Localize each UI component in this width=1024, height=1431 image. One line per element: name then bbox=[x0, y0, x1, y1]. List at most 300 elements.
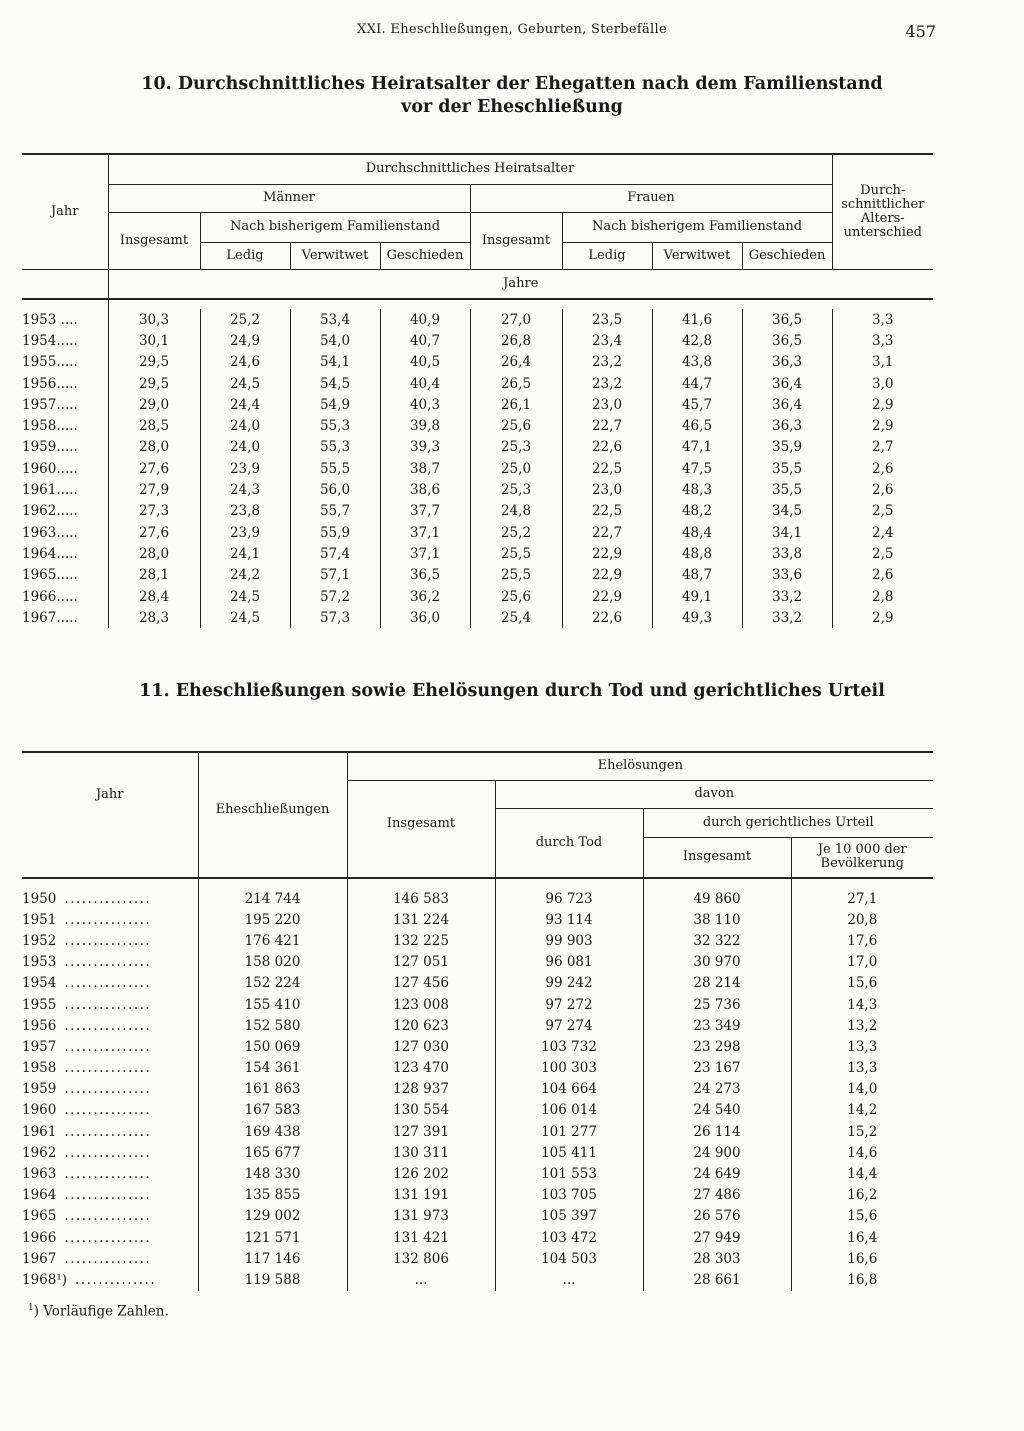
t11-year-label: 1967 bbox=[22, 1250, 57, 1267]
t11-table-row bbox=[22, 1058, 933, 1079]
t11-year-dots: ............... bbox=[64, 1060, 152, 1077]
t11-table-row bbox=[22, 952, 933, 973]
t10-cell-m-ins: 30,3 bbox=[138, 311, 170, 328]
t11-cell-death: 97 274 bbox=[495, 1015, 643, 1036]
t11-cell-death: 105 411 bbox=[495, 1142, 643, 1163]
t10-cell-diff: 2,4 bbox=[832, 522, 933, 543]
t11-year-dots: ............... bbox=[64, 996, 152, 1013]
table11-title: 11. Eheschließungen sowie Ehelösungen durch Tod und gerichtliches Urteil bbox=[139, 681, 885, 701]
t10-cell-f-ledig: 23,0 bbox=[562, 394, 652, 415]
t11-cell-death: 99 903 bbox=[495, 930, 643, 951]
t11-header-durch-tod: durch Tod bbox=[495, 808, 643, 878]
t11-cell-year bbox=[22, 909, 198, 930]
t11-cell-death: 104 503 bbox=[495, 1248, 643, 1269]
t10-cell-f-verw: 48,7 bbox=[652, 565, 742, 586]
t10-table-row bbox=[22, 586, 933, 607]
t10-cell-m-gesch: 40,9 bbox=[380, 309, 470, 330]
t11-year-label: 1960 bbox=[22, 1102, 57, 1119]
t10-cell-f-ins: 27,0 bbox=[470, 309, 562, 330]
t11-cell-marriages: 155 410 bbox=[198, 994, 347, 1015]
t10-cell-f-gesch: 33,6 bbox=[742, 565, 832, 586]
t11-cell-court: 24 649 bbox=[643, 1163, 791, 1184]
t10-cell-f-ledig: 23,0 bbox=[562, 479, 652, 500]
t10-cell-m-gesch: 39,8 bbox=[380, 415, 470, 436]
t10-cell-diff: 3,1 bbox=[832, 352, 933, 373]
t11-cell-court: 23 167 bbox=[643, 1058, 791, 1079]
t10-cell-diff: 2,9 bbox=[832, 415, 933, 436]
t10-cell-m-verw: 55,9 bbox=[290, 522, 380, 543]
t11-cell-year bbox=[22, 973, 198, 994]
t11-cell-per10k: 13,3 bbox=[791, 1036, 933, 1057]
t11-year-label: 1963 bbox=[22, 1166, 57, 1183]
t10-cell-f-ledig: 22,9 bbox=[562, 586, 652, 607]
t10-cell-f-gesch: 35,5 bbox=[742, 458, 832, 479]
t10-cell-diff: 2,6 bbox=[832, 479, 933, 500]
t11-year-dots: ............... bbox=[64, 932, 152, 949]
t11-cell-total: 131 224 bbox=[347, 909, 495, 930]
t11-cell-year bbox=[22, 1100, 198, 1121]
t11-year-label: 1958 bbox=[22, 1060, 57, 1077]
t10-cell-m-ins: 28,3 bbox=[138, 609, 170, 626]
t11-cell-death: 97 272 bbox=[495, 994, 643, 1015]
table10-title-line1: 10. Durchschnittliches Heiratsalter der Ehegatten nach dem Familienstand bbox=[141, 74, 883, 94]
t10-cell-m-gesch: 36,2 bbox=[380, 586, 470, 607]
t10-cell-m-verw: 55,3 bbox=[290, 437, 380, 458]
t11-cell-year bbox=[22, 930, 198, 951]
t10-cell-year: 1957..... bbox=[22, 394, 108, 415]
t11-cell-marriages: 129 002 bbox=[198, 1206, 347, 1227]
t11-table-row bbox=[22, 973, 933, 994]
t10-table-row bbox=[22, 565, 933, 586]
t11-cell-marriages: 117 146 bbox=[198, 1248, 347, 1269]
t10-cell-f-ledig: 23,2 bbox=[562, 373, 652, 394]
t10-cell-diff: 3,3 bbox=[832, 309, 933, 330]
t10-cell-f-verw: 46,5 bbox=[652, 415, 742, 436]
t10-cell-f-ledig: 22,9 bbox=[562, 543, 652, 564]
t11-cell-total: 132 806 bbox=[347, 1248, 495, 1269]
t11-cell-total: 127 391 bbox=[347, 1121, 495, 1142]
t10-cell-m-gesch: 40,3 bbox=[380, 394, 470, 415]
t11-header-urteil-insgesamt: Insgesamt bbox=[643, 837, 791, 878]
t10-cell-f-verw: 47,1 bbox=[652, 437, 742, 458]
t11-cell-total: 120 623 bbox=[347, 1015, 495, 1036]
t11-table-row bbox=[22, 1079, 933, 1100]
t11-year-label: 1950 bbox=[22, 890, 57, 907]
t10-cell-f-gesch: 34,1 bbox=[742, 522, 832, 543]
t11-cell-total: ... bbox=[347, 1269, 495, 1290]
t11-cell-court: 49 860 bbox=[643, 888, 791, 909]
t11-cell-court: 24 273 bbox=[643, 1079, 791, 1100]
t10-cell-m-verw: 55,7 bbox=[290, 501, 380, 522]
t10-cell-year: 1964..... bbox=[22, 543, 108, 564]
t11-cell-court: 26 114 bbox=[643, 1121, 791, 1142]
t10-cell-year: 1965..... bbox=[22, 565, 108, 586]
t10-header-jahr: Jahr bbox=[22, 154, 108, 269]
t11-table-row bbox=[22, 1269, 933, 1290]
table11 bbox=[22, 751, 933, 1291]
t10-cell-f-verw: 44,7 bbox=[652, 373, 742, 394]
t11-cell-court: 24 900 bbox=[643, 1142, 791, 1163]
t11-cell-year bbox=[22, 1015, 198, 1036]
t10-cell-f-ledig: 22,9 bbox=[562, 565, 652, 586]
t11-cell-marriages: 161 863 bbox=[198, 1079, 347, 1100]
t11-cell-per10k: 15,2 bbox=[791, 1121, 933, 1142]
t11-cell-marriages: 119 588 bbox=[198, 1269, 347, 1290]
t10-cell-f-verw: 48,2 bbox=[652, 501, 742, 522]
t10-table-row bbox=[22, 458, 933, 479]
t11-year-label: 1953 bbox=[22, 954, 57, 971]
t10-cell-m-ins: 27,6 bbox=[138, 524, 170, 541]
t10-table-row bbox=[22, 330, 933, 351]
t10-cell-m-gesch: 38,7 bbox=[380, 458, 470, 479]
t11-cell-marriages: 167 583 bbox=[198, 1100, 347, 1121]
t10-cell-f-ins: 25,6 bbox=[470, 586, 562, 607]
t10-cell-year: 1958..... bbox=[22, 415, 108, 436]
t10-cell-f-verw: 42,8 bbox=[652, 330, 742, 351]
t10-cell-f-verw: 41,6 bbox=[652, 309, 742, 330]
t10-cell-f-verw: 43,8 bbox=[652, 352, 742, 373]
t10-cell-m-ins: 28,4 bbox=[138, 588, 170, 605]
t11-cell-death: 103 732 bbox=[495, 1036, 643, 1057]
t11-cell-per10k: 27,1 bbox=[791, 888, 933, 909]
t11-cell-total: 123 470 bbox=[347, 1058, 495, 1079]
t11-cell-per10k: 15,6 bbox=[791, 1206, 933, 1227]
t10-header-frauen: Frauen bbox=[470, 184, 832, 212]
t10-table-row bbox=[22, 543, 933, 564]
t11-cell-court: 23 298 bbox=[643, 1036, 791, 1057]
t11-cell-total: 127 051 bbox=[347, 952, 495, 973]
t10-cell-m-verw: 57,3 bbox=[290, 607, 380, 628]
t11-cell-year bbox=[22, 952, 198, 973]
t11-cell-year bbox=[22, 1121, 198, 1142]
t11-table-row bbox=[22, 994, 933, 1015]
t11-cell-death: ... bbox=[495, 1269, 643, 1290]
t10-cell-m-gesch: 37,7 bbox=[380, 501, 470, 522]
t11-cell-marriages: 158 020 bbox=[198, 952, 347, 973]
t10-cell-m-ledig: 24,5 bbox=[200, 373, 290, 394]
t10-table-row bbox=[22, 501, 933, 522]
t11-cell-death: 106 014 bbox=[495, 1100, 643, 1121]
t10-cell-m-verw: 54,1 bbox=[290, 352, 380, 373]
t10-header-maenner: Männer bbox=[108, 184, 470, 212]
t11-cell-year bbox=[22, 1185, 198, 1206]
t10-cell-f-verw: 45,7 bbox=[652, 394, 742, 415]
t10-cell-year: 1963..... bbox=[22, 522, 108, 543]
t11-cell-per10k: 13,3 bbox=[791, 1058, 933, 1079]
t11-year-dots: ............... bbox=[64, 1208, 152, 1225]
t10-header-m-ledig: Ledig bbox=[200, 242, 290, 269]
t11-cell-total: 127 030 bbox=[347, 1036, 495, 1057]
t11-cell-total: 130 554 bbox=[347, 1100, 495, 1121]
t10-cell-f-gesch: 36,4 bbox=[742, 373, 832, 394]
t11-cell-total: 130 311 bbox=[347, 1142, 495, 1163]
t10-header-unit: Jahre bbox=[503, 275, 539, 291]
t11-cell-court: 30 970 bbox=[643, 952, 791, 973]
t10-cell-year: 1962..... bbox=[22, 501, 108, 522]
t11-year-label: 1956 bbox=[22, 1017, 57, 1034]
footnote-text: ) Vorläufige Zahlen. bbox=[33, 1303, 169, 1320]
t10-cell-year: 1953 .... bbox=[22, 309, 108, 330]
t10-cell-m-gesch: 36,5 bbox=[380, 565, 470, 586]
t10-cell-f-ins: 24,8 bbox=[470, 501, 562, 522]
t11-cell-marriages: 135 855 bbox=[198, 1185, 347, 1206]
t10-cell-f-ins: 25,2 bbox=[470, 522, 562, 543]
t10-cell-year: 1959..... bbox=[22, 437, 108, 458]
t10-cell-diff: 3,0 bbox=[832, 373, 933, 394]
t11-cell-court: 27 486 bbox=[643, 1185, 791, 1206]
t10-header-f-insgesamt: Insgesamt bbox=[470, 212, 562, 269]
t10-cell-year: 1961..... bbox=[22, 479, 108, 500]
t10-cell-diff: 2,6 bbox=[832, 565, 933, 586]
t11-cell-death: 96 723 bbox=[495, 888, 643, 909]
t11-cell-year bbox=[22, 1269, 198, 1290]
t10-cell-f-gesch: 34,5 bbox=[742, 501, 832, 522]
t11-cell-total: 131 421 bbox=[347, 1227, 495, 1248]
t10-cell-f-gesch: 36,4 bbox=[742, 394, 832, 415]
t10-cell-m-ledig: 24,3 bbox=[200, 479, 290, 500]
t11-year-dots: ............... bbox=[64, 954, 152, 971]
t11-cell-court: 26 576 bbox=[643, 1206, 791, 1227]
t11-table-row bbox=[22, 1142, 933, 1163]
t11-cell-per10k: 16,6 bbox=[791, 1248, 933, 1269]
t11-cell-year bbox=[22, 1142, 198, 1163]
t11-cell-per10k: 13,2 bbox=[791, 1015, 933, 1036]
t10-cell-f-verw: 49,3 bbox=[652, 607, 742, 628]
t11-cell-per10k: 17,6 bbox=[791, 930, 933, 951]
t11-cell-year bbox=[22, 1248, 198, 1269]
t11-table-row bbox=[22, 1100, 933, 1121]
t10-cell-m-verw: 55,5 bbox=[290, 458, 380, 479]
t11-year-label: 1952 bbox=[22, 932, 57, 949]
t11-cell-death: 100 303 bbox=[495, 1058, 643, 1079]
t10-cell-m-ins: 27,6 bbox=[138, 460, 170, 477]
t11-table-row bbox=[22, 1248, 933, 1269]
t10-table-row bbox=[22, 373, 933, 394]
t11-cell-year bbox=[22, 1206, 198, 1227]
t10-cell-f-gesch: 36,3 bbox=[742, 352, 832, 373]
t11-cell-per10k: 16,8 bbox=[791, 1269, 933, 1290]
t10-cell-m-verw: 56,0 bbox=[290, 479, 380, 500]
t11-year-label: 1954 bbox=[22, 975, 57, 992]
t10-cell-f-gesch: 33,8 bbox=[742, 543, 832, 564]
t10-cell-f-ledig: 23,4 bbox=[562, 330, 652, 351]
t11-cell-total: 132 225 bbox=[347, 930, 495, 951]
t11-table-row bbox=[22, 909, 933, 930]
t10-cell-f-ins: 26,1 bbox=[470, 394, 562, 415]
t10-header-m-familienstand: Nach bisherigem Familienstand bbox=[200, 212, 470, 242]
t11-cell-court: 23 349 bbox=[643, 1015, 791, 1036]
t10-cell-m-ledig: 25,2 bbox=[200, 309, 290, 330]
t11-cell-marriages: 169 438 bbox=[198, 1121, 347, 1142]
t10-header-m-insgesamt: Insgesamt bbox=[108, 212, 200, 269]
t11-year-dots: ............... bbox=[64, 1229, 152, 1246]
t10-header-group: Durchschnittliches Heiratsalter bbox=[108, 154, 832, 184]
t10-header-f-verwitwet: Verwitwet bbox=[652, 242, 742, 269]
t10-table-row bbox=[22, 522, 933, 543]
t11-year-label: 1966 bbox=[22, 1229, 57, 1246]
t10-cell-m-ledig: 24,5 bbox=[200, 586, 290, 607]
t11-cell-year bbox=[22, 1036, 198, 1057]
t10-cell-diff: 2,9 bbox=[832, 607, 933, 628]
t11-year-dots: ............... bbox=[64, 1187, 152, 1204]
t10-cell-year: 1956..... bbox=[22, 373, 108, 394]
t10-cell-f-gesch: 35,9 bbox=[742, 437, 832, 458]
t11-cell-year bbox=[22, 994, 198, 1015]
t11-cell-year bbox=[22, 888, 198, 909]
t11-year-label: 1955 bbox=[22, 996, 57, 1013]
t11-table-row bbox=[22, 1121, 933, 1142]
t10-cell-m-ins: 29,0 bbox=[138, 396, 170, 413]
t10-cell-diff: 2,6 bbox=[832, 458, 933, 479]
t11-cell-marriages: 152 580 bbox=[198, 1015, 347, 1036]
t10-cell-m-ledig: 24,9 bbox=[200, 330, 290, 351]
t10-cell-m-ledig: 24,0 bbox=[200, 437, 290, 458]
t10-table-row bbox=[22, 309, 933, 330]
t10-cell-f-ledig: 22,7 bbox=[562, 415, 652, 436]
t11-year-dots: ............... bbox=[64, 1038, 152, 1055]
t10-cell-diff: 2,7 bbox=[832, 437, 933, 458]
t11-cell-total: 127 456 bbox=[347, 973, 495, 994]
t10-cell-m-ins: 28,1 bbox=[138, 567, 170, 584]
t10-cell-m-verw: 57,1 bbox=[290, 565, 380, 586]
t10-cell-m-verw: 54,0 bbox=[290, 330, 380, 351]
t11-cell-death: 105 397 bbox=[495, 1206, 643, 1227]
table10-title bbox=[0, 73, 1024, 119]
t11-cell-per10k: 16,2 bbox=[791, 1185, 933, 1206]
t11-cell-marriages: 154 361 bbox=[198, 1058, 347, 1079]
t10-cell-m-ins: 29,5 bbox=[138, 354, 170, 371]
t11-cell-court: 27 949 bbox=[643, 1227, 791, 1248]
t10-cell-f-ins: 26,5 bbox=[470, 373, 562, 394]
t11-cell-per10k: 14,4 bbox=[791, 1163, 933, 1184]
t11-year-dots: ............... bbox=[64, 1166, 152, 1183]
t10-cell-m-ledig: 24,0 bbox=[200, 415, 290, 436]
t10-header-m-geschieden: Geschieden bbox=[380, 242, 470, 269]
t10-cell-year: 1955..... bbox=[22, 352, 108, 373]
t11-cell-court: 28 661 bbox=[643, 1269, 791, 1290]
t11-cell-year bbox=[22, 1079, 198, 1100]
t10-cell-m-ledig: 24,4 bbox=[200, 394, 290, 415]
footnote bbox=[28, 1303, 169, 1320]
t10-cell-diff: 2,9 bbox=[832, 394, 933, 415]
t10-cell-f-verw: 48,8 bbox=[652, 543, 742, 564]
t10-cell-f-ins: 26,8 bbox=[470, 330, 562, 351]
t10-cell-f-ins: 25,3 bbox=[470, 479, 562, 500]
t10-cell-m-gesch: 37,1 bbox=[380, 543, 470, 564]
t10-cell-year: 1960..... bbox=[22, 458, 108, 479]
t10-cell-m-ins: 27,3 bbox=[138, 503, 170, 520]
t10-cell-m-verw: 57,4 bbox=[290, 543, 380, 564]
t11-cell-death: 104 664 bbox=[495, 1079, 643, 1100]
t11-header-je-10000-line1: Je 10 000 der bbox=[817, 842, 907, 858]
t11-table-row bbox=[22, 1206, 933, 1227]
t11-cell-marriages: 195 220 bbox=[198, 909, 347, 930]
t11-cell-total: 128 937 bbox=[347, 1079, 495, 1100]
t10-cell-f-verw: 49,1 bbox=[652, 586, 742, 607]
t11-cell-court: 28 214 bbox=[643, 973, 791, 994]
t10-cell-f-verw: 48,4 bbox=[652, 522, 742, 543]
t11-year-label: 1961 bbox=[22, 1123, 57, 1140]
t11-table-row bbox=[22, 930, 933, 951]
t11-year-dots: ............... bbox=[64, 1102, 152, 1119]
t11-year-dots: ............... bbox=[64, 1081, 152, 1098]
t10-cell-m-verw: 57,2 bbox=[290, 586, 380, 607]
t11-cell-per10k: 14,2 bbox=[791, 1100, 933, 1121]
running-head: XXI. Eheschließungen, Geburten, Sterbefälle bbox=[357, 22, 667, 37]
t11-year-dots: ............... bbox=[64, 911, 152, 928]
t10-table-row bbox=[22, 607, 933, 628]
t11-cell-per10k: 14,3 bbox=[791, 994, 933, 1015]
t10-cell-f-ledig: 22,6 bbox=[562, 607, 652, 628]
t11-cell-year bbox=[22, 1163, 198, 1184]
t11-header-insgesamt: Insgesamt bbox=[347, 780, 495, 878]
t10-cell-diff: 2,5 bbox=[832, 543, 933, 564]
t11-table-row bbox=[22, 1163, 933, 1184]
t11-year-dots: ............... bbox=[64, 1017, 152, 1034]
t11-cell-marriages: 148 330 bbox=[198, 1163, 347, 1184]
t10-cell-m-ins: 28,0 bbox=[138, 439, 170, 456]
t11-cell-per10k: 15,6 bbox=[791, 973, 933, 994]
t11-cell-marriages: 150 069 bbox=[198, 1036, 347, 1057]
t11-cell-court: 38 110 bbox=[643, 909, 791, 930]
t11-table-row bbox=[22, 1015, 933, 1036]
t10-cell-m-ledig: 24,5 bbox=[200, 607, 290, 628]
t11-cell-marriages: 214 744 bbox=[198, 888, 347, 909]
table10 bbox=[22, 153, 933, 628]
t11-year-label: 1959 bbox=[22, 1081, 57, 1098]
t11-year-label: 1964 bbox=[22, 1187, 57, 1204]
t10-cell-m-ledig: 23,8 bbox=[200, 501, 290, 522]
t11-cell-marriages: 152 224 bbox=[198, 973, 347, 994]
t10-cell-m-ins: 28,5 bbox=[138, 418, 170, 435]
t10-cell-m-ledig: 24,6 bbox=[200, 352, 290, 373]
t10-header-f-ledig: Ledig bbox=[562, 242, 652, 269]
t11-cell-per10k: 14,6 bbox=[791, 1142, 933, 1163]
t10-cell-f-ledig: 22,7 bbox=[562, 522, 652, 543]
t11-cell-per10k: 14,0 bbox=[791, 1079, 933, 1100]
t11-header-je-10000-line2: Bevölkerung bbox=[820, 856, 904, 872]
t10-table-row bbox=[22, 352, 933, 373]
t11-cell-year bbox=[22, 1227, 198, 1248]
t10-cell-year: 1966..... bbox=[22, 586, 108, 607]
t10-cell-f-gesch: 33,2 bbox=[742, 607, 832, 628]
t11-header-durch-urteil: durch gerichtliches Urteil bbox=[643, 808, 933, 837]
t11-cell-total: 131 191 bbox=[347, 1185, 495, 1206]
t11-table-row bbox=[22, 888, 933, 909]
t10-cell-f-ledig: 23,2 bbox=[562, 352, 652, 373]
t10-cell-diff: 2,5 bbox=[832, 501, 933, 522]
t10-cell-m-verw: 53,4 bbox=[290, 309, 380, 330]
t10-cell-f-gesch: 35,5 bbox=[742, 479, 832, 500]
t11-table-row bbox=[22, 1227, 933, 1248]
t10-cell-f-ledig: 22,6 bbox=[562, 437, 652, 458]
t10-cell-f-gesch: 36,5 bbox=[742, 330, 832, 351]
t10-cell-m-ledig: 23,9 bbox=[200, 522, 290, 543]
t11-table-row bbox=[22, 1036, 933, 1057]
t10-cell-f-gesch: 36,3 bbox=[742, 415, 832, 436]
t11-year-dots: ............... bbox=[64, 890, 152, 907]
t11-cell-court: 28 303 bbox=[643, 1248, 791, 1269]
t11-header-jahr: Jahr bbox=[95, 787, 124, 802]
t10-cell-year: 1967..... bbox=[22, 607, 108, 628]
t11-cell-death: 93 114 bbox=[495, 909, 643, 930]
t10-table-row bbox=[22, 437, 933, 458]
t10-cell-m-ins: 29,5 bbox=[138, 375, 170, 392]
t11-year-label: 1968¹) bbox=[22, 1271, 68, 1288]
t10-cell-f-gesch: 36,5 bbox=[742, 309, 832, 330]
t10-cell-f-ins: 25,4 bbox=[470, 607, 562, 628]
t10-cell-f-ledig: 22,5 bbox=[562, 458, 652, 479]
